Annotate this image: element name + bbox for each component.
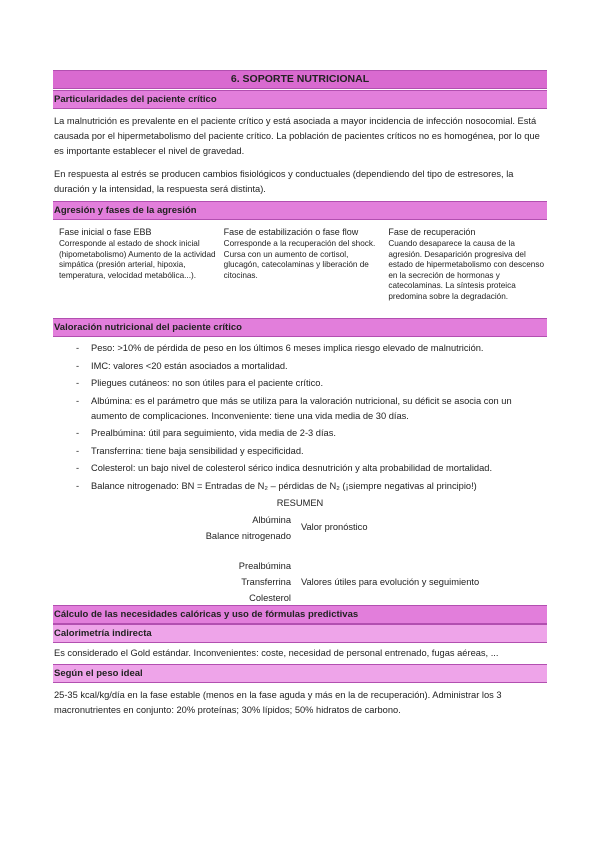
list-item: - Pliegues cutáneos: no son útiles para el paciente crítico. — [53, 376, 547, 391]
resumen-label-albumina: Albúmina — [252, 515, 291, 525]
paragraph-estres: En respuesta al estrés se producen cambios fisiológicos y conductuales (dependiendo del tipo de estresores, la duración y la intensidad, la respuesta será distinta). — [54, 169, 514, 194]
document-page — [53, 70, 547, 718]
heading-particularidades: Particularidades del paciente crítico — [53, 90, 547, 109]
list-item: - Peso: >10% de pérdida de peso en los últimos 6 meses implica riesgo elevado de malnutrición. — [53, 341, 547, 356]
phase-description: Corresponde al estado de shock inicial (hipometabolismo) Aumento de la actividad simpática (presión arterial, hipoxia, temperatura, velocidad metabólica...). — [59, 239, 216, 280]
heading-agresion: Agresión y fases de la agresión — [53, 201, 547, 220]
phases-table — [53, 220, 547, 318]
section-title: 6. SOPORTE NUTRICIONAL — [53, 70, 547, 89]
resumen-label-prealbumina: Prealbúmina — [238, 561, 291, 571]
heading-valoracion: Valoración nutricional del paciente crítico — [53, 318, 547, 337]
resumen-label-balance: Balance nitrogenado — [205, 531, 291, 541]
valoracion-list — [53, 337, 547, 494]
list-item: - Transferrina: tiene baja sensibilidad y especificidad. — [53, 444, 547, 459]
list-item: - Prealbúmina: útil para seguimiento, vida media de 2-3 días. — [53, 426, 547, 441]
phase-description: Cuando desaparece la causa de la agresión. Desaparición progresiva del estado de hipermetabolismo con descenso en la secreción de hormonas y catecolaminas. La síntesis proteica predomina sobre la degradación. — [388, 239, 545, 301]
phase-title: Fase de recuperación — [388, 227, 476, 237]
list-item: - Balance nitrogenado: BN = Entradas de N₂ – pérdidas de N₂ (¡siempre negativas al principio!) — [53, 479, 547, 494]
heading-calorimetria: Calorimetría indirecta — [53, 624, 547, 643]
list-item: - Albúmina: es el parámetro que más se utiliza para la valoración nutricional, su déficit se asocia con un aumento de complicaciones. Inconveniente: tiene una vida media de 30 días. — [53, 394, 547, 424]
resumen-value-pronostico: Valor pronóstico — [301, 522, 368, 532]
resumen-title: RESUMEN — [276, 498, 324, 508]
phase-title: Fase inicial o fase EBB — [59, 227, 152, 237]
phase-ebb — [53, 227, 218, 318]
list-item: - IMC: valores <20 están asociados a mortalidad. — [53, 359, 547, 374]
resumen-value-seguimiento: Valores útiles para evolución y seguimiento — [301, 577, 480, 587]
resumen-label-colesterol: Colesterol — [249, 593, 291, 603]
resumen-block — [53, 496, 547, 603]
phase-recuperacion — [382, 227, 547, 318]
list-item: - Colesterol: un bajo nivel de colesterol sérico indica desnutrición y alta probabilidad de mortalidad. — [53, 461, 547, 476]
heading-peso-ideal: Según el peso ideal — [53, 664, 547, 683]
resumen-label-transferrina: Transferrina — [241, 577, 291, 587]
paragraph-malnutricion: La malnutrición es prevalente en el paciente crítico y está asociada a mayor incidencia de infección nosocomial. Está causada por el hipermetabolismo del paciente crítico. La población de pacientes críticos no es homogénea, por lo que es importante establecer el nivel de gravedad. — [54, 116, 540, 156]
phase-title: Fase de estabilización o fase flow — [223, 227, 359, 237]
paragraph-peso-ideal: 25-35 kcal/kg/día en la fase estable (menos en la fase aguda y más en la de recuperación). Administrar los 3 macronutrientes en conjunto: 20% proteínas; 30% lípidos; 50% hidratos de carbono. — [54, 690, 502, 715]
heading-calculo: Cálculo de las necesidades calóricas y uso de fórmulas predictivas — [53, 605, 547, 624]
phase-description: Corresponde a la recuperación del shock. Cursa con un aumento de cortisol, glucagón, catecolaminas y liberación de citocinas. — [223, 239, 376, 280]
paragraph-calorimetria: Es considerado el Gold estándar. Inconvenientes: coste, necesidad de personal entrenado, fugas aéreas, ... — [54, 648, 499, 658]
phase-flow — [218, 227, 383, 318]
